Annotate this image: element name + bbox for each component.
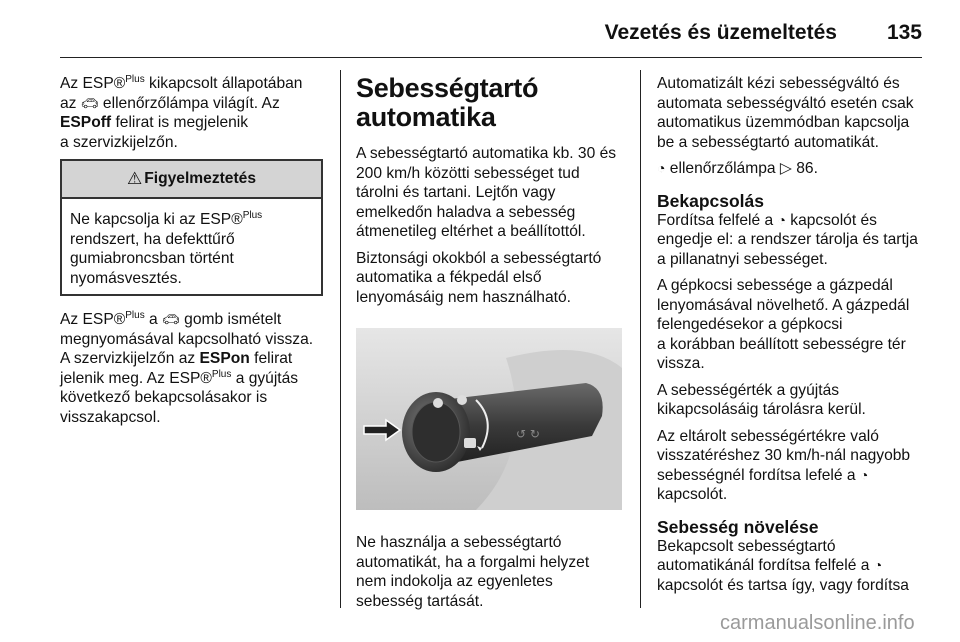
warning-triangle-icon: ⚠ (126, 169, 143, 189)
column-divider (340, 70, 341, 608)
indicator-reference: ◔ ellenőrzőlámpa ▷ 86. (657, 160, 818, 177)
cruise-icon: ◔ (657, 160, 666, 176)
safety-paragraph: Biztonsági okokból a sebességtartó automatika a fékpedál első lenyomásáig nem használható. (356, 249, 602, 306)
esp-on-paragraph: Az ESP®$^{Plus}$ a 🚗︎ gomb ismételt megnyomásával kapcsolható vissza. A szervizkijelzőn az ESPon felirat jelenik meg. Az ESP®$^{Plus}$ a gyújtás következő bekapcsolásakor is visszakapcsol. (60, 310, 314, 426)
section-heading: Sebességtartó automatika (356, 73, 539, 132)
espoff-label: ESPoff (60, 114, 112, 131)
page-number: 135 (886, 21, 922, 44)
increase-paragraph: Bekapcsolt sebességtartó automatikánál fordítsa felfelé a ◔ kapcsolót és tartsa így, vagy fordítsa (657, 537, 909, 594)
usage-paragraph: Ne használja a sebességtartó automatikát, ha a forgalmi helyzet nem indokolja az egyenletes sebesség tartását. (356, 534, 590, 610)
warning-header (62, 161, 321, 199)
heading-switch-on: Bekapcsolás (657, 190, 765, 211)
warning-text: Ne kapcsolja ki az ESP®$^{Plus}$ rendszert, ha defekttűrő gumiabroncsban történt nyomásvesztés. (70, 210, 263, 287)
column-middle (356, 74, 626, 618)
esp-off-paragraph: Az ESP®$^{Plus}$ kikapcsolt állapotában az 🚗︎ ellenőrzőlámpa világít. Az ESPoff felirat is megjelenik a szervizkijelzőn. (60, 74, 303, 151)
column-right (657, 74, 925, 602)
accelerate-paragraph: A gépkocsi sebessége a gázpedál lenyomásával növelhető. A gázpedál felengedésekor a gépkocsi a korábban beállított sebességre tér vissza. (657, 277, 910, 372)
watermark: carmanualsonline.info (720, 612, 915, 634)
esp-car-icon: 🚗︎ (162, 311, 180, 327)
heading-increase-speed: Sebesség növelése (657, 516, 819, 537)
warning-title: Figyelmeztetés (144, 170, 257, 188)
svg-text:↺ ↻: ↺ ↻ (516, 427, 540, 441)
cruise-icon: ◔ (777, 211, 786, 228)
column-left (60, 74, 325, 434)
page-ref-arrow-icon: ▷ (779, 160, 792, 177)
transmission-paragraph: Automatizált kézi sebességváltó és automata sebességváltó esetén csak automatikus üzemmódban kapcsolja be a sebességtartó automatikát. (657, 75, 914, 151)
warning-box (60, 159, 323, 296)
page-title: Vezetés és üzemeltetés (604, 21, 837, 44)
intro-paragraph: A sebességtartó automatika kb. 30 és 200 km/h közötti sebességet tud tárolni és tartani. Lejtőn vagy emelkedőn haladva a sebesség átmenetileg eltérhet a beállítottól. (356, 145, 617, 240)
espon-label: ESPon (199, 350, 250, 367)
cruise-icon: ◔ (873, 557, 883, 573)
header-divider (60, 57, 922, 58)
switch-on-paragraph: Fordítsa felfelé a ◔ kapcsolót és engedje el: a rendszer tárolja és tartja a pillanatnyi sebességet. (657, 211, 918, 268)
page-header (60, 16, 922, 50)
column-divider (640, 70, 641, 608)
cruise-control-stalk-photo (356, 328, 622, 510)
cruise-icon: ◔ (859, 466, 869, 483)
stored-speed-paragraph: A sebességérték a gyújtás kikapcsolásáig tárolásra kerül. (657, 381, 866, 418)
resume-paragraph: Az eltárolt sebességértékre való visszatéréshez 30 km/h-nál nagyobb sebességnél fordítsa lefelé a ◔ kapcsolót. (657, 427, 911, 503)
esp-car-icon: 🚗︎ (80, 94, 99, 111)
